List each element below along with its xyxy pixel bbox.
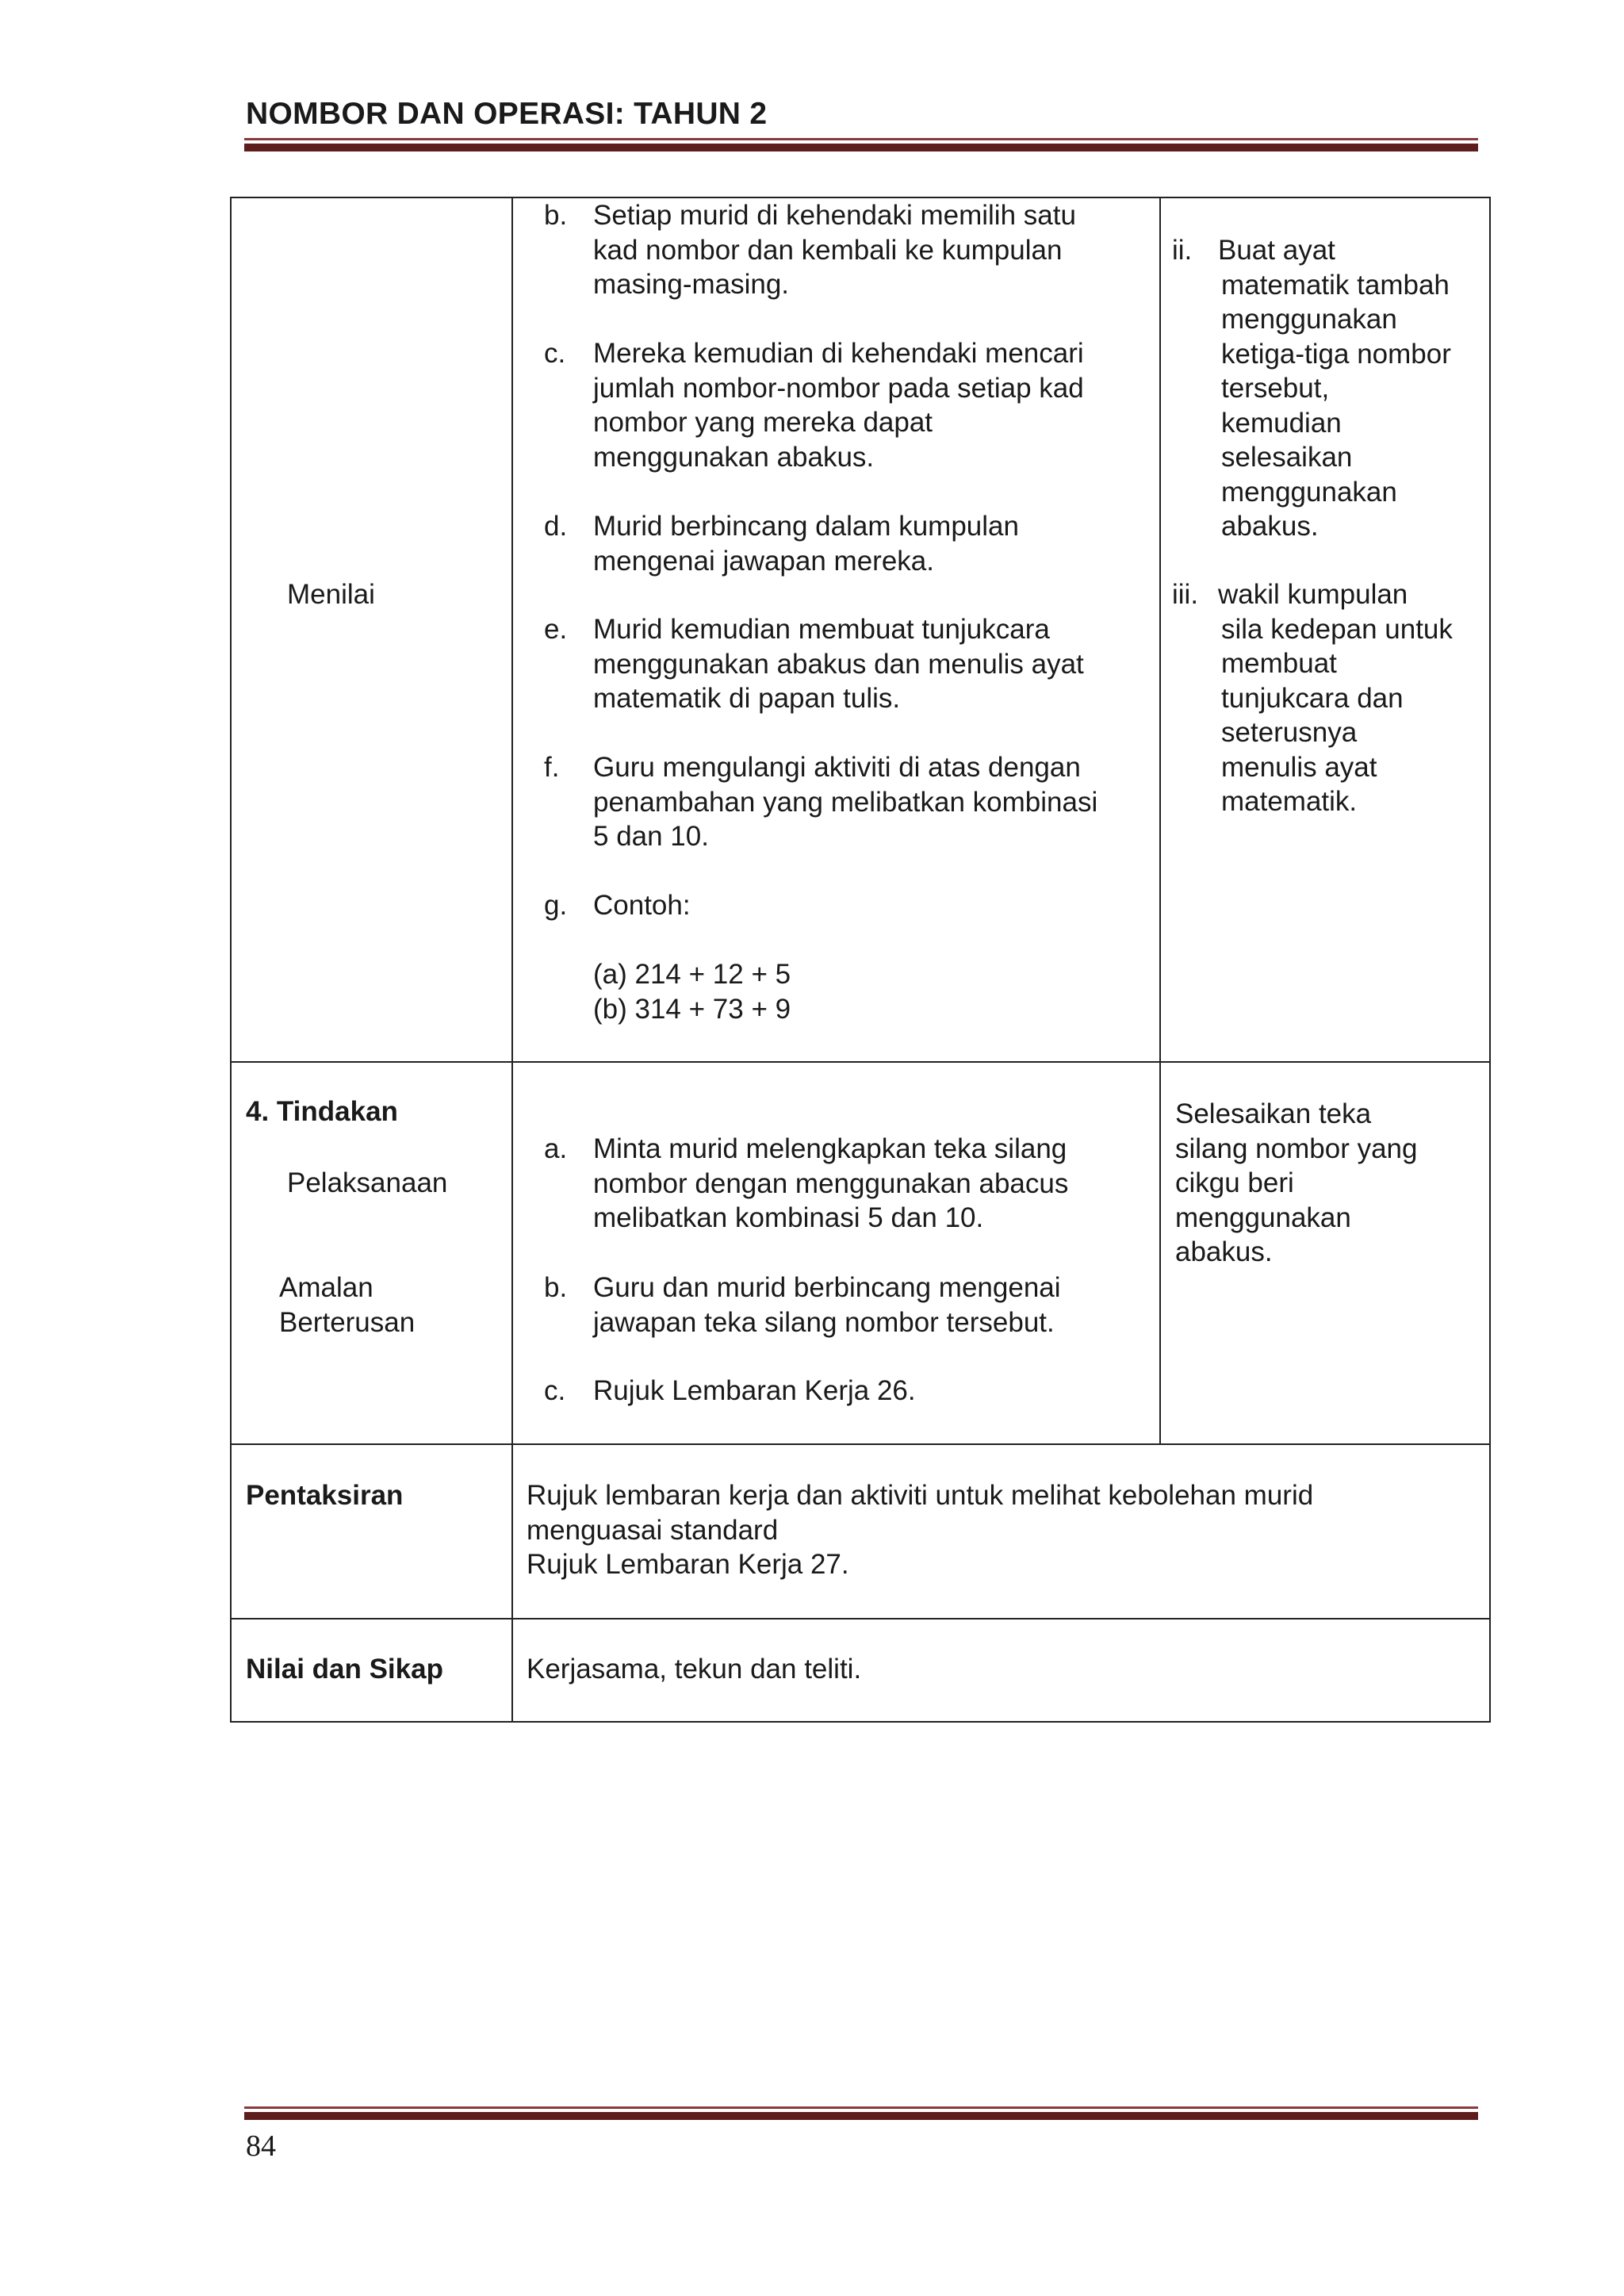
nilai-label: Nilai dan Sikap — [246, 1654, 443, 1685]
step-line: Minta murid melengkapkan teka silang — [593, 1133, 1067, 1164]
step-line: melibatkan kombinasi 5 dan 10. — [593, 1202, 984, 1233]
pentaksiran-line: Rujuk lembaran kerja dan aktiviti untuk melihat kebolehan murid — [527, 1480, 1314, 1511]
step-line: Murid kemudian membuat tunjukcara — [593, 614, 1050, 645]
page-number: 84 — [246, 2129, 276, 2163]
note-line: selesaikan — [1221, 442, 1353, 473]
menilai-stage-cell — [230, 197, 513, 1063]
step-marker: c. — [544, 338, 566, 369]
note-line: matematik tambah — [1221, 269, 1450, 301]
example-line: (a) 214 + 12 + 5 — [593, 959, 791, 990]
example-line: (b) 314 + 73 + 9 — [593, 993, 791, 1025]
stage-sub-amalan: Amalan — [279, 1272, 373, 1303]
step-marker: b. — [544, 1272, 568, 1303]
step-line: matematik di papan tulis. — [593, 683, 901, 714]
page-title: NOMBOR DAN OPERASI: TAHUN 2 — [246, 97, 768, 131]
step-line: nombor yang mereka dapat — [593, 407, 933, 438]
note-line: tersebut, — [1221, 373, 1330, 404]
stage-sub-berterusan: Berterusan — [279, 1306, 416, 1338]
step-line: Contoh: — [593, 890, 691, 921]
note-line: matematik. — [1221, 786, 1358, 817]
step-line: Setiap murid di kehendaki memilih satu — [593, 200, 1076, 231]
step-line: 5 dan 10. — [593, 821, 709, 852]
step-line: Mereka kemudian di kehendaki mencari — [593, 338, 1084, 369]
stage-sub-pelaksanaan: Pelaksanaan — [287, 1167, 448, 1198]
step-marker: g. — [544, 890, 568, 921]
note-line: menggunakan — [1175, 1202, 1351, 1233]
note-line: cikgu beri — [1175, 1167, 1294, 1198]
step-marker: a. — [544, 1133, 568, 1164]
step-line: Guru dan murid berbincang mengenai — [593, 1272, 1061, 1303]
step-line: kad nombor dan kembali ke kumpulan — [593, 234, 1063, 266]
step-marker: b. — [544, 200, 568, 231]
step-line: mengenai jawapan mereka. — [593, 545, 934, 577]
pentaksiran-label-cell — [230, 1443, 513, 1619]
note-line: membuat — [1221, 648, 1337, 679]
stage-label-menilai: Menilai — [287, 579, 375, 610]
pentaksiran-line: menguasai standard — [527, 1514, 779, 1546]
step-line: menggunakan abakus. — [593, 441, 875, 473]
note-line: sila kedepan untuk — [1221, 613, 1453, 645]
pentaksiran-label: Pentaksiran — [246, 1480, 404, 1511]
note-line: Selesaikan teka — [1175, 1098, 1372, 1129]
step-line: jumlah nombor-nombor pada setiap kad — [593, 372, 1084, 404]
note-line: tunjukcara dan — [1221, 682, 1404, 714]
note-line: Buat ayat — [1218, 235, 1335, 266]
note-line: seterusnya — [1221, 717, 1358, 748]
note-marker: ii. — [1172, 235, 1193, 266]
note-line: menggunakan — [1221, 304, 1397, 335]
note-line: kemudian — [1221, 407, 1342, 439]
step-line: jawapan teka silang nombor tersebut. — [593, 1306, 1055, 1338]
header-rule — [244, 138, 1478, 151]
step-line: menggunakan abakus dan menulis ayat — [593, 648, 1084, 680]
note-line: menulis ayat — [1221, 751, 1377, 783]
step-marker: c. — [544, 1375, 566, 1406]
pentaksiran-line: Rujuk Lembaran Kerja 27. — [527, 1549, 849, 1580]
nilai-text: Kerjasama, tekun dan teliti. — [527, 1654, 862, 1685]
stage-heading-tindakan: 4. Tindakan — [246, 1096, 398, 1127]
note-line: wakil kumpulan — [1218, 579, 1408, 610]
note-line: abakus. — [1221, 511, 1319, 542]
step-line: penambahan yang melibatkan kombinasi — [593, 786, 1098, 818]
step-marker: f. — [544, 752, 560, 783]
step-line: Murid berbincang dalam kumpulan — [593, 511, 1019, 542]
note-line: menggunakan — [1221, 476, 1397, 508]
step-line: masing-masing. — [593, 269, 790, 300]
step-line: nombor dengan menggunakan abacus — [593, 1167, 1069, 1199]
note-line: ketiga-tiga nombor — [1221, 338, 1451, 370]
step-marker: e. — [544, 614, 568, 645]
note-line: abakus. — [1175, 1236, 1273, 1267]
footer-rule — [244, 2106, 1478, 2120]
step-marker: d. — [544, 511, 568, 542]
step-line: Rujuk Lembaran Kerja 26. — [593, 1375, 916, 1406]
note-marker: iii. — [1172, 579, 1199, 610]
step-line: Guru mengulangi aktiviti di atas dengan — [593, 752, 1081, 783]
note-line: silang nombor yang — [1175, 1133, 1418, 1164]
